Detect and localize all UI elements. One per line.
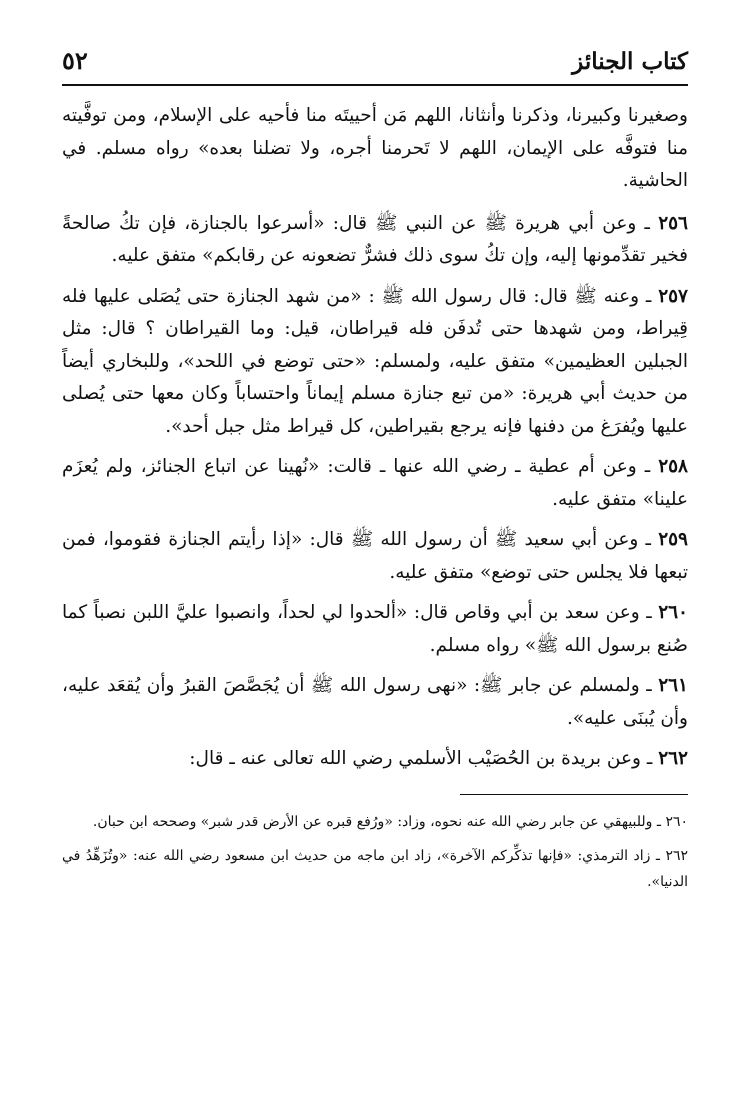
page-number: ٥٢ bbox=[62, 46, 88, 75]
hadith-text: ـ وعن سعد بن أبي وقاص قال: «ألحدوا لي لحداً، وانصبوا عليَّ اللبن نصباً كما صُنع برسول الله ﷺ» رواه مسلم. bbox=[62, 602, 688, 656]
chapter-title: كتاب الجنائز bbox=[572, 48, 688, 75]
hadith-text: ـ وعن أم عطية ـ رضي الله عنها ـ قالت: «نُهينا عن اتباع الجنائز، ولم يُعزَم علينا» متفق عليه. bbox=[62, 456, 688, 510]
hadith-number: ٢٦٠ bbox=[658, 602, 688, 623]
page-header bbox=[62, 44, 688, 86]
hadith-text: ـ وعنه ﷺ قال: قال رسول الله ﷺ : «من شهد الجنازة حتى يُصَلى عليها فله قِيراط، ومن شهدها حتى تُدفَن فله قيراطان، قيل: وما القيراطان ؟ قال: مثل الجبلين العظيمين» متفق عليه، ولمسلم: «حتى توضع في اللحد»، وللبخاري أيضاً من حديث أبي هريرة: «من تبع جنازة مسلم إيماناً واحتساباً وكان معها حتى يُصلى عليها ويُفرَغ من دفنها فإنه يرجع بقيراطين، كل قيراط مثل جبل أحد». bbox=[62, 285, 688, 437]
hadith-text: ـ وعن أبي سعيد ﷺ أن رسول الله ﷺ قال: «إذا رأيتم الجنازة فقوموا، فمن تبعها فلا يجلس حتى توضع» متفق عليه. bbox=[62, 529, 688, 583]
hadith-258 bbox=[62, 451, 688, 516]
footnote-divider bbox=[460, 794, 688, 795]
hadith-text: ـ وعن بريدة بن الحُصَيْب الأسلمي رضي الله تعالى عنه ـ قال: bbox=[189, 748, 653, 769]
hadith-262 bbox=[62, 743, 688, 776]
hadith-260 bbox=[62, 597, 688, 662]
hadith-number: ٢٥٧ bbox=[658, 285, 688, 307]
hadith-number: ٢٥٩ bbox=[658, 529, 688, 550]
footnote-number: ٢٦٠ bbox=[665, 813, 688, 830]
footnotes bbox=[62, 809, 688, 895]
hadith-number: ٢٦٢ bbox=[658, 748, 688, 769]
footnote-260 bbox=[62, 809, 688, 835]
footnote-text: ـ وللبيهقي عن جابر رضي الله عنه نحوه، وزاد: «ورُفع قبره عن الأرض قدر شبر» وصححه ابن حبان. bbox=[92, 813, 661, 830]
intro-paragraph bbox=[62, 100, 688, 198]
intro-text: وصغيرنا وكبيرنا، وذكرنا وأنثانا، اللهم مَن أحييتَه منا فأحيه على الإسلام، ومن توفَّيته منا فتوفَّه على الإيمان، اللهم لا تَحرمنا أجره، ولا تضلنا بعده» رواه مسلم. في الحاشية. bbox=[62, 105, 688, 191]
hadith-number: ٢٦١ bbox=[658, 675, 688, 696]
footnote-262 bbox=[62, 843, 688, 895]
hadith-257 bbox=[62, 281, 688, 444]
footnote-text: ـ زاد الترمذي: «فإنها تذكِّركم الآخرة»، زاد ابن ماجه من حديث ابن مسعود رضي الله عنه: «وتُزَهِّدُ في الدنيا». bbox=[62, 847, 688, 890]
hadith-text: ـ ولمسلم عن جابر ﷺ: «نهى رسول الله ﷺ أن يُجَصَّصَ القبرُ وأن يُقعَد عليه، وأن يُبنَى عليه». bbox=[62, 675, 688, 729]
hadith-number: ٢٥٦ bbox=[658, 212, 688, 234]
hadith-259 bbox=[62, 524, 688, 589]
book-page bbox=[62, 44, 688, 1074]
hadith-number: ٢٥٨ bbox=[658, 456, 688, 477]
hadith-261 bbox=[62, 670, 688, 735]
footnote-number: ٢٦٢ bbox=[665, 847, 689, 864]
hadith-text: ـ وعن أبي هريرة ﷺ عن النبي ﷺ قال: «أسرعوا بالجنازة، فإن تكُ صالحةً فخير تقدِّمونها إليه، وإن تكُ سوى ذلك فشرٌّ تضعونه عن رقابكم» متفق عليه. bbox=[62, 212, 688, 266]
main-text bbox=[62, 100, 688, 776]
hadith-256 bbox=[62, 208, 688, 273]
